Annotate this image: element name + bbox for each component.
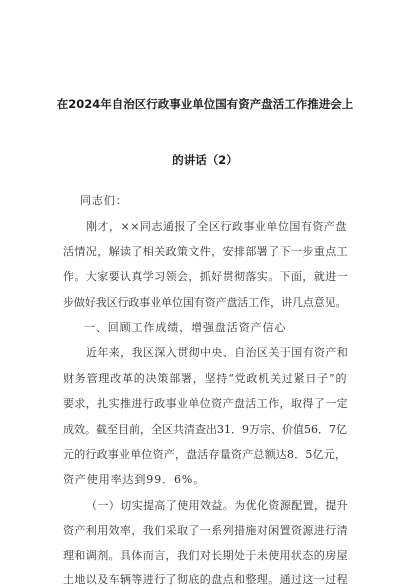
subsection-line: （一）切实提高了使用效益。为优化资源配置，提升 (86, 499, 349, 512)
document-title-line-2: 的讲话（2） (172, 153, 238, 167)
paragraph-line: 刚才，××同志通报了全区行政事业单位国有资产盘 (86, 220, 347, 233)
paragraph-line: 作。大家要认真学习领会，抓好贯彻落实。下面，就进一 (63, 270, 348, 283)
salutation: 同志们： (80, 194, 128, 207)
paragraph-line: 土地以及车辆等进行了彻底的盘点和整理。通过这一过程 (63, 573, 348, 586)
paragraph-line: 近年来，我区深入贯彻中央、自治区关于国有资产和 (86, 346, 349, 359)
paragraph-line-end: 资产使用率达到99．6%。 (63, 473, 206, 486)
paragraph-line: 活情况，解读了相关政策文件，安排部署了下一步重点工 (63, 245, 348, 258)
document-title-line-1: 在2024年自治区行政事业单位国有资产盘活工作推进会上 (56, 97, 354, 111)
paragraph-line: 步做好我区行政事业单位国有资产盘活工作，讲几点意见。 (63, 296, 347, 309)
section-heading: 一、回顾工作成绩，增强盘活资产信心 (84, 321, 287, 334)
paragraph-line: 元的行政事业单位资产，盘活存量资产总额达8．5亿元， (63, 448, 347, 461)
paragraph-line: 成效。截至目前，全区共清查出31．9万宗、价值56．7亿 (63, 423, 347, 436)
paragraph-line: 资产利用效率，我们采取了一系列措施对闲置资源进行清 (63, 524, 348, 537)
paragraph-line: 财务管理改革的决策部署，坚持“党政机关过紧日子”的 (63, 372, 348, 385)
paragraph-line: 理和调剂。具体而言，我们对长期处于未使用状态的房屋 (63, 549, 348, 562)
paragraph-line: 要求，扎实推进行政事业单位资产盘活工作，取得了一定 (63, 397, 348, 410)
